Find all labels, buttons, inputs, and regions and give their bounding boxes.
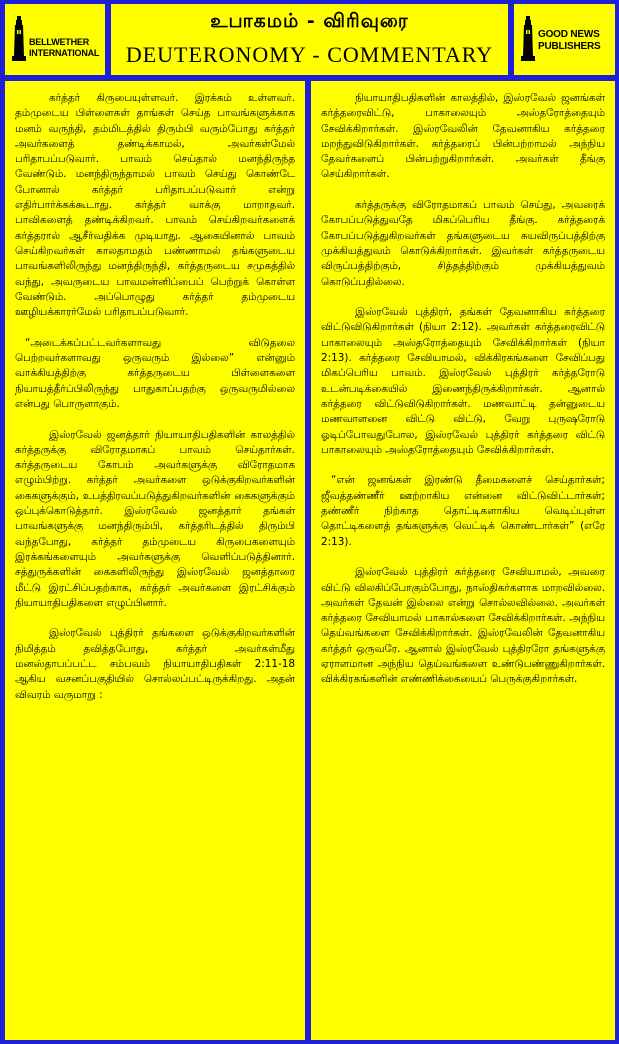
left-column-text — [15, 91, 295, 718]
left-paragraph-4: இஸ்ரவேல் புத்திரர் தங்களை ஒடுக்குகிறவர்களின் நிமித்தம் தவித்தபோது, கர்த்தர் அவர்கள்மீது மனஸ்தாபப்பட்ட சம்பவம் நியாயாதிபதிகள் 2:11-18 ஆகிய வசனப்பகுதியில் சொல்லப்பட்டிருக்கிறது. அதன் விவரம் வருமாறு : — [15, 627, 295, 701]
left-column — [5, 81, 305, 1040]
logo-right-line1: GOOD NEWS — [538, 29, 600, 40]
bellwether-logo-box — [5, 4, 105, 75]
right-column-text — [321, 91, 605, 703]
right-paragraph-1: நியாயாதிபதிகளின் காலத்தில், இஸ்ரவேல் ஜனங்கள் கர்த்தரைவிட்டு, பாகாலையும் அஸ்தரோத்தையும் சேவிக்கிறார்கள். இஸ்ரவேலின் தேவனாகிய கர்த்தரை மறந்துவிடுகிறார்கள். கர்த்தரைப் பின்பற்றாமல் அந்நிய தேவர்களைப் பின்பற்றுகிறார்கள். அவர்கள் தீங்கு செய்கிறார்கள். — [321, 92, 605, 181]
right-column — [311, 81, 615, 1040]
tower-icon — [520, 16, 536, 62]
right-paragraph-5: இஸ்ரவேல் புத்திரர் கர்த்தரை சேவியாமல், அவரை விட்டு விலகிப்போகும்போது, நாஸ்திகர்களாக மாறவில்லை. அவர்கள் தேவன் இல்லை என்று சொல்லவில்லை. அவர்கள் கர்த்தரை சேவியாமல் பாகால்களை சேவிக்கிறார்கள். அந்நிய தெய்வங்களை சேவிக்கிறார்கள். இஸ்ரவேலின் தேவனாகிய கர்த்தர் ஒருவரே. ஆனால் இஸ்ரவேல் புத்திரரோ தங்களுக்கு ஏராளமான அந்நிய தெய்வங்களை உண்டுபண்ணுகிறார்கள். விக்கிரகங்களின் எண்ணிக்கையைப் பெருக்குகிறார்கள். — [321, 566, 605, 686]
page-title-tamil: உபாகமம் - விரிவுரை — [210, 10, 409, 32]
right-paragraph-3: இஸ்ரவேல் புத்திரர், தங்கள் தேவனாகிய கர்த்தரை விட்டுவிடுகிறார்கள் (நியா 2:12). அவர்கள் கர்த்தரைவிட்டு பாகாலையும் அஸ்தரோத்தையும் சேவிக்கிறார்கள் (நியா 2:13). கர்த்தரை சேவியாமல், விக்கிரகங்களை சேவிப்பது மிகப்பெரிய பாவம். இஸ்ரவேல் புத்திரர் கர்த்தரோடு உடன்படிக்கையில் இணைந்திருக்கிறார்கள். ஆனால் கர்த்தரை விட்டுவிடுகிறார்கள். மணவாட்டி தன்னுடைய மணவாளனை விட்டு விட்டு, வேறு புருஷரோடு ஓடிப்போவதுபோல, இஸ்ரவேல் புத்திரர் கர்த்தரை விட்டு பாகாலையும் அஸ்தரோத்தையும் சேவிக்கிறார்கள். — [321, 306, 605, 456]
tower-icon — [11, 16, 27, 62]
logo-right-line2: PUBLISHERS — [538, 41, 601, 52]
good-news-logo-box — [514, 4, 615, 75]
right-paragraph-2: கர்த்தருக்கு விரோதமாகப் பாவம் செய்து, அவரைக் கோபப்படுத்துவதே மிகப்பெரிய தீங்கு. கர்த்தரைக் கோபப்படுத்துகிறவர்கள் தங்களுடைய சுயவிருப்பத்திற்கு முக்கியத்துவம் கொடுக்கிறார்கள். இவர்கள் கர்த்தருடைய விருப்பத்திற்கும், சித்தத்திற்கும் முக்கியத்துவம் கொடுப்பதில்லை. — [321, 199, 605, 288]
right-paragraph-4: “என் ஜனங்கள் இரண்டு தீமைகளைச் செய்தார்கள்; ஜீவத்தண்ணீர் ஊற்றாகிய என்னை விட்டுவிட்டார்கள்; தண்ணீர் நிற்காத தொட்டிகளாகிய வெடிப்புள்ள தொட்டிகளைத் தங்களுக்கு வெட்டிக் கொண்டார்கள்” (எரே 2:13). — [321, 474, 605, 548]
left-paragraph-2: “அடைக்கப்பட்டவர்களாவது விடுதலை பெற்றவர்களாவது ஒருவரும் இல்லை” என்னும் வாக்கியத்திற்கு கர்த்தருடைய பிள்ளைகளை நியாயத்தீர்ப்பிலிருந்து பாதுகாப்பதற்கு ஒருவருமில்லை என்பது பொருளாகும். — [15, 336, 295, 410]
bellwether-logo-text — [29, 37, 99, 59]
left-paragraph-1: கர்த்தர் கிருபையுள்ளவர். இரக்கம் உள்ளவர். தம்முடைய பிள்ளைகள் தாங்கள் செய்த பாவங்களுக்காக மனம் வருந்தி, தம்மிடத்தில் திரும்பி வரும்போது கர்த்தர் அவர்களைத் தண்டிக்காமல், அவர்கள்மேல் பரிதாபப்படுவார். பாவம் செய்தால் மனந்திருந்த வேண்டும். மனந்திருந்தாமல் பாவம் செய்து கொண்டே போனால் கர்த்தர் பரிதாபப்படுவார் என்று எதிர்பார்க்கக்கூடாது. கர்த்தர் வாக்கு மாறாதவர். பாவிகளைத் தண்டிக்கிறவர். பாவம் செய்கிறவர்களைக் கர்த்தரால் ஆசீர்வதிக்க முடியாது. ஆகையினால் பாவம் செய்கிறவர்கள் காலதாமதம் பண்ணாமல் தங்களுடைய பாவங்களிலிருந்து மனந்திருந்தி, கர்த்தருடைய சமுகத்தில் வந்து, அவருடைய பாவமன்னிப்பைப் பெற்றுக் கொள்ள வேண்டும். அப்பொழுது கர்த்தர் தம்முடைய ஊழியக்காரர்மேல் பரிதாபப்படுவார். — [15, 92, 295, 319]
page-title-english: DEUTERONOMY - COMMENTARY — [125, 42, 494, 67]
logo-left-line1: BELLWETHER — [29, 37, 89, 47]
title-box — [111, 4, 508, 75]
left-paragraph-3: இஸ்ரவேல் ஜனத்தார் நியாயாதிபதிகளின் காலத்தில் கர்த்தருக்கு விரோதமாகப் பாவம் செய்தார்கள். கர்த்தருடைய கோபம் அவர்களுக்கு விரோதமாக எழும்பிற்று. கர்த்தர் அவர்களை ஒடுக்குகிறவர்களின் கைகளுக்கும், உபத்திரவப்படுத்துகிறவர்களின் கைகளுக்கும் ஒப்புக்கொடுத்தார். இஸ்ரவேல் ஜனத்தார் தங்கள் பாவங்களுக்கு மனந்திரும்பி, கர்த்தரிடத்தில் திரும்பி வந்தபோது, கர்த்தர் தம்முடைய கிருபைகளையும் இரக்கங்களையும் அவர்களுக்கு வெளிப்படுத்தினார். சத்துருக்களின் கைகளிலிருந்து இஸ்ரவேல் ஜனத்தாரை மீட்டு இரட்சிப்பதற்காக, கர்த்தர் அவர்களை இரட்சிக்கும் நியாயாதிபதிகளை எழுப்பினார். — [15, 428, 295, 609]
good-news-logo-text — [538, 29, 600, 53]
logo-left-line2: INTERNATIONAL — [29, 48, 100, 58]
